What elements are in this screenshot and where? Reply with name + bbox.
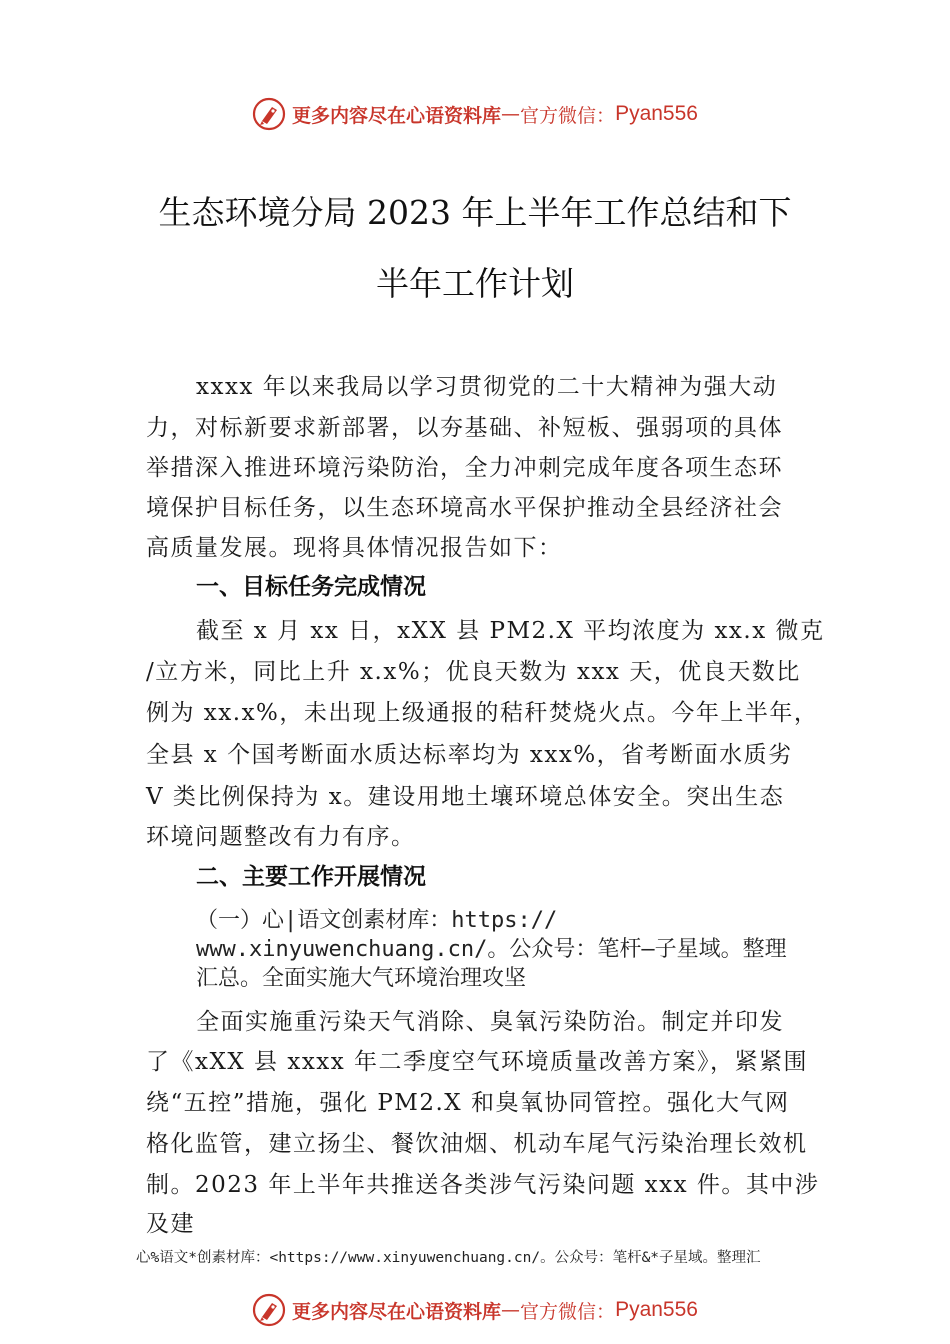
section-2-line-5: 制。2023 年上半年共推送各类涉气污染问题 xxx 件。其中涉 [146,1172,820,1198]
section-1-line-5: V 类比例保持为 x。建设用地土壤环境总体安全。突出生态 [146,784,785,810]
bottom-banner [0,1290,950,1330]
subsection-1-line-3: 汇总。全面实施大气环境治理攻坚 [196,966,527,991]
top-banner [0,94,950,134]
banner-wechat-label: 官方微信： [520,104,616,127]
section-1-line-6: 环境问题整改有力有序。 [146,824,416,850]
banner-wechat-id: Pyan556 [615,1298,698,1321]
banner-brand-text: 更多内容尽在心语资料库 [292,104,502,127]
section-2-heading: 二、主要工作开展情况 [196,864,426,890]
subsection-1-line-1: （一）心|语文创素材库：https:// [196,908,558,933]
pen-nib-logo-icon [252,97,286,131]
section-2-line-3: 绕“五控”措施，强化 PM2.X 和臭氧协同管控。强化大气网 [146,1090,790,1116]
section-2-line-4: 格化监管，建立扬尘、餐饮油烟、机动车尾气污染治理长效机 [146,1131,808,1157]
section-2-line-1: 全面实施重污染天气消除、臭氧污染防治。制定并印发 [196,1009,784,1035]
banner-brand-text: 更多内容尽在心语资料库 [292,1300,502,1323]
footer-note: 心%语文*创素材库：<https://www.xinyuwenchuang.cn/。公众号：笔杆&*子星域。整理汇 [136,1250,761,1266]
section-1-heading: 一、目标任务完成情况 [196,574,426,600]
section-1-line-3: 例为 xx.x%，未出现上级通报的秸秆焚烧火点。今年上半年， [146,700,819,726]
intro-line-1: xxxx 年以来我局以学习贯彻党的二十大精神为强大动 [196,374,778,400]
pen-nib-logo-icon [252,1293,286,1327]
banner-separator: — [501,1299,521,1321]
banner-wechat-id: Pyan556 [615,102,698,125]
intro-line-3: 举措深入推进环境污染防治，全力冲刺完成年度各项生态环 [146,455,783,481]
document-title-line-1: 生态环境分局 2023 年上半年工作总结和下 [158,193,792,232]
intro-line-2: 力，对标新要求新部署，以夯基础、补短板、强弱项的具体 [146,415,783,441]
section-1-line-4: 全县 x 个国考断面水质达标率均为 xxx%，省考断面水质劣 [146,742,793,768]
section-1-line-2: /立方米，同比上升 x.x%；优良天数为 xxx 天，优良天数比 [146,659,801,685]
section-2-line-6: 及建 [146,1211,195,1237]
subsection-1-line-2: www.xinyuwenchuang.cn/。公众号：笔杆—子星域。整理 [196,937,787,962]
banner-wechat-label: 官方微信： [520,1300,616,1323]
section-1-line-1: 截至 x 月 xx 日，xXX 县 PM2.X 平均浓度为 xx.x 微克 [196,618,825,644]
intro-line-4: 境保护目标任务，以生态环境高水平保护推动全县经济社会 [146,495,783,521]
intro-line-5: 高质量发展。现将具体情况报告如下： [146,535,563,561]
section-2-line-2: 了《xXX 县 xxxx 年二季度空气环境质量改善方案》，紧紧围 [146,1049,809,1075]
banner-separator: — [501,103,521,125]
document-title-line-2: 半年工作计划 [376,264,574,303]
